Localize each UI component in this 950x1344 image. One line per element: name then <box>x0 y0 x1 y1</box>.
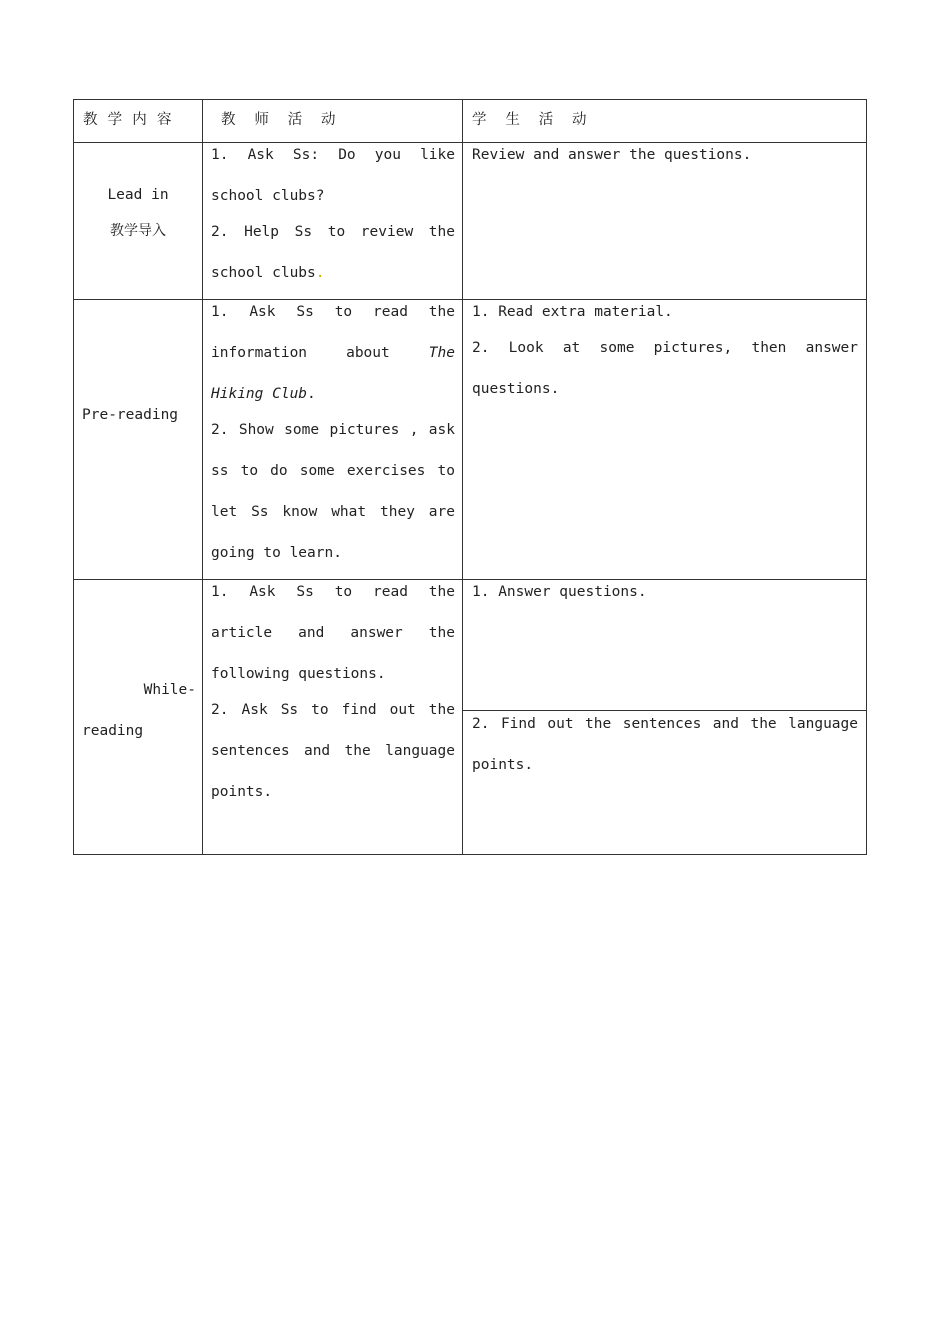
lesson-plan-table <box>73 99 867 855</box>
teacher-step: 1. Ask Ss: Do you like school clubs? <box>211 147 455 204</box>
student-step: 1. Read extra material. <box>472 304 673 320</box>
stage-label-zh: 教学导入 <box>110 223 166 239</box>
column-divider <box>462 100 463 854</box>
student-cell-pre-reading <box>472 292 858 410</box>
teacher-step: 2. Show some pictures , ask ss to do some exercises to let Ss know what they are going to learn. <box>211 422 455 561</box>
teacher-step: 2. Help Ss to review the school clubs. <box>211 224 455 281</box>
teacher-cell-pre-reading <box>211 292 455 574</box>
stage-cell-lead-in <box>74 177 202 249</box>
student-step: 2. Look at some pictures, then answer questions. <box>472 340 858 397</box>
teacher-step: 2. Ask Ss to find out the sentences and the language points. <box>211 702 455 800</box>
teacher-step: 1. Ask Ss to read the article and answer the following questions. <box>211 584 455 682</box>
header-student-activity: 学生活动 <box>472 112 606 128</box>
stage-cell-pre-reading: Pre-reading <box>82 407 179 423</box>
column-divider <box>202 100 203 854</box>
stage-label-line: reading <box>82 723 144 739</box>
header-teacher-activity: 教师活动 <box>221 112 355 128</box>
student-cell-while-reading-1: 1. Answer questions. <box>472 584 647 600</box>
stage-label-en: Lead in <box>107 187 169 203</box>
stage-label-line: While- <box>143 682 196 698</box>
teacher-step: 1. Ask Ss to read the information about The Hiking Club. <box>211 304 455 402</box>
teacher-cell-lead-in <box>211 135 455 294</box>
teacher-cell-while-reading <box>211 572 455 813</box>
club-title: The Hiking Club <box>211 345 455 402</box>
header-content: 教学内容 <box>83 112 182 128</box>
student-cell-while-reading-2: 2. Find out the sentences and the language points. <box>472 716 858 773</box>
stage-cell-while-reading <box>82 670 196 752</box>
student-cell-lead-in: Review and answer the questions. <box>472 147 752 163</box>
